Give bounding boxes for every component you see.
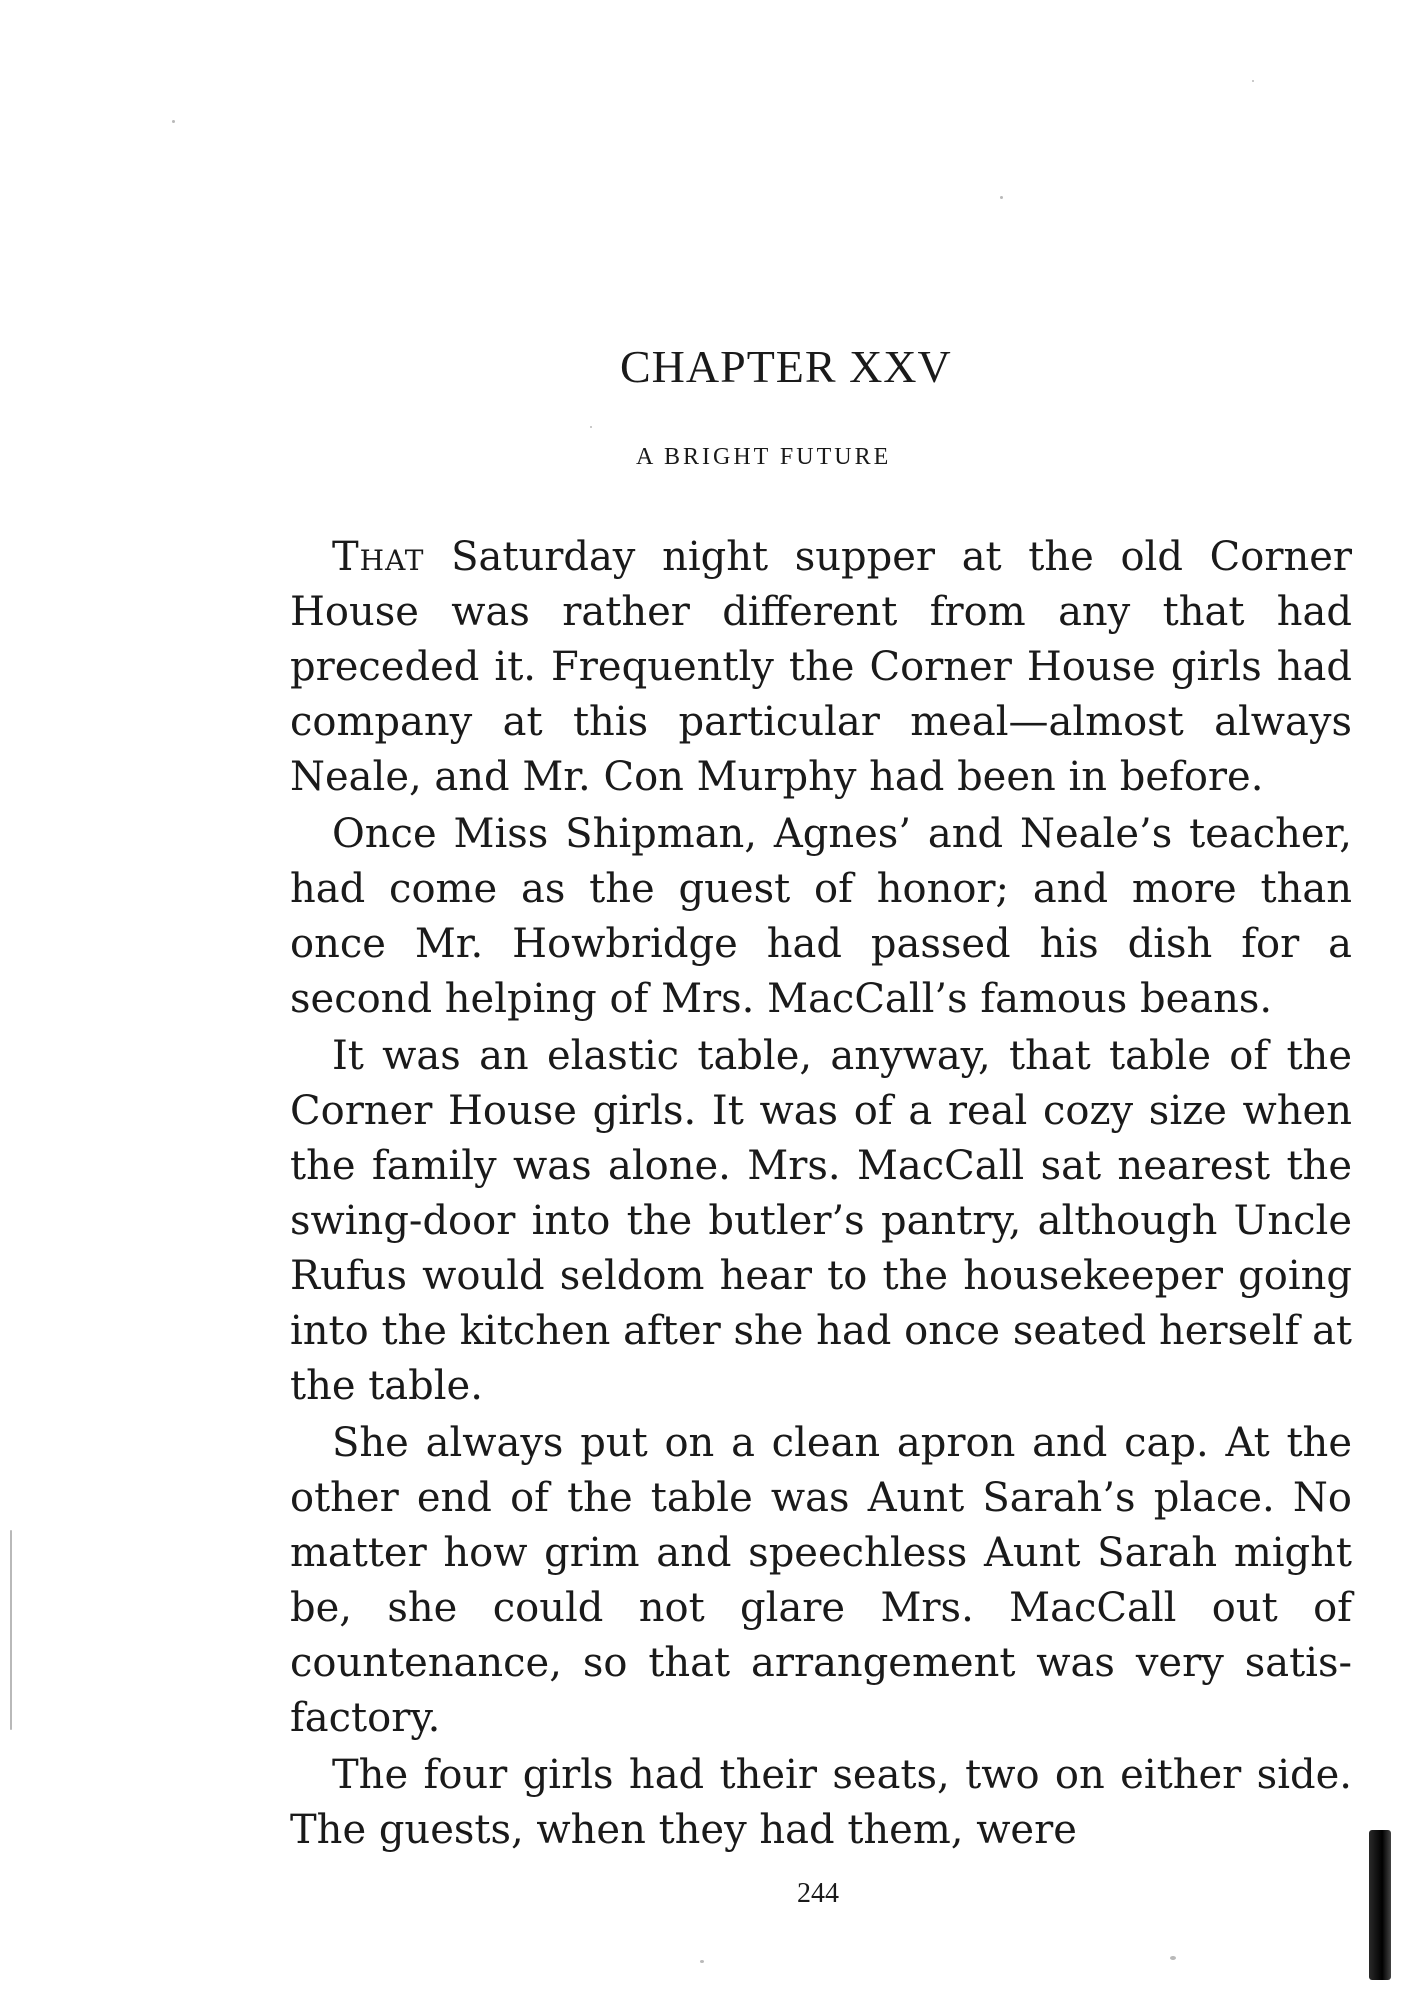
scan-speck — [172, 120, 175, 123]
paragraph-text: Once Miss Shipman, Agnes’ and Neale’s teacher, had come as the guest of honor; and more than once Mr. Howbridge had passed his dish for a second helping of Mrs. MacCall’s famous beans. — [290, 811, 1352, 1022]
scan-speck — [1170, 1956, 1176, 1960]
scan-speck — [1000, 196, 1003, 199]
scan-edge-mark — [1369, 1830, 1391, 1980]
paragraph-2 — [290, 807, 1352, 1027]
paragraph-text: The four girls had their seats, two on either side. The guests, when they had them, were — [290, 1752, 1352, 1853]
paragraph-4 — [290, 1416, 1352, 1746]
paragraph-text: She always put on a clean apron and cap. At the other end of the table was Aunt Sarah’s place. No matter how grim and speechless Aunt Sarah might be, she could not glare Mrs. MacCall out of countenance, so that arrangement was very satisfactory. — [290, 1420, 1352, 1741]
scan-speck — [10, 1530, 12, 1730]
paragraph-1 — [290, 530, 1352, 805]
scan-speck — [590, 426, 592, 428]
chapter-title: CHAPTER XXV — [620, 341, 952, 392]
paragraph-lead: That — [332, 534, 425, 580]
paragraph-text: Saturday night supper at the old Corner House was rather different from any that had preceded it. Frequently the Corner House girls had company at this particular meal—almost always Neale, and Mr. Con Murphy had been in before. — [290, 534, 1352, 800]
scan-speck — [1252, 80, 1254, 82]
body-text — [290, 530, 1352, 1860]
paragraph-5 — [290, 1748, 1352, 1858]
paragraph-3 — [290, 1029, 1352, 1414]
page-number: 244 — [797, 1878, 839, 1909]
chapter-subtitle: A BRIGHT FUTURE — [636, 444, 892, 470]
scan-speck — [700, 1960, 704, 1963]
paragraph-text: It was an elastic table, anyway, that table of the Corner House girls. It was of a real cozy size when the family was alone. Mrs. MacCall sat nearest the swing-door into the butler’s pantry, although Uncle Rufus would seldom hear to the housekeeper going into the kitchen after she had once seated herself at the table. — [290, 1033, 1352, 1409]
